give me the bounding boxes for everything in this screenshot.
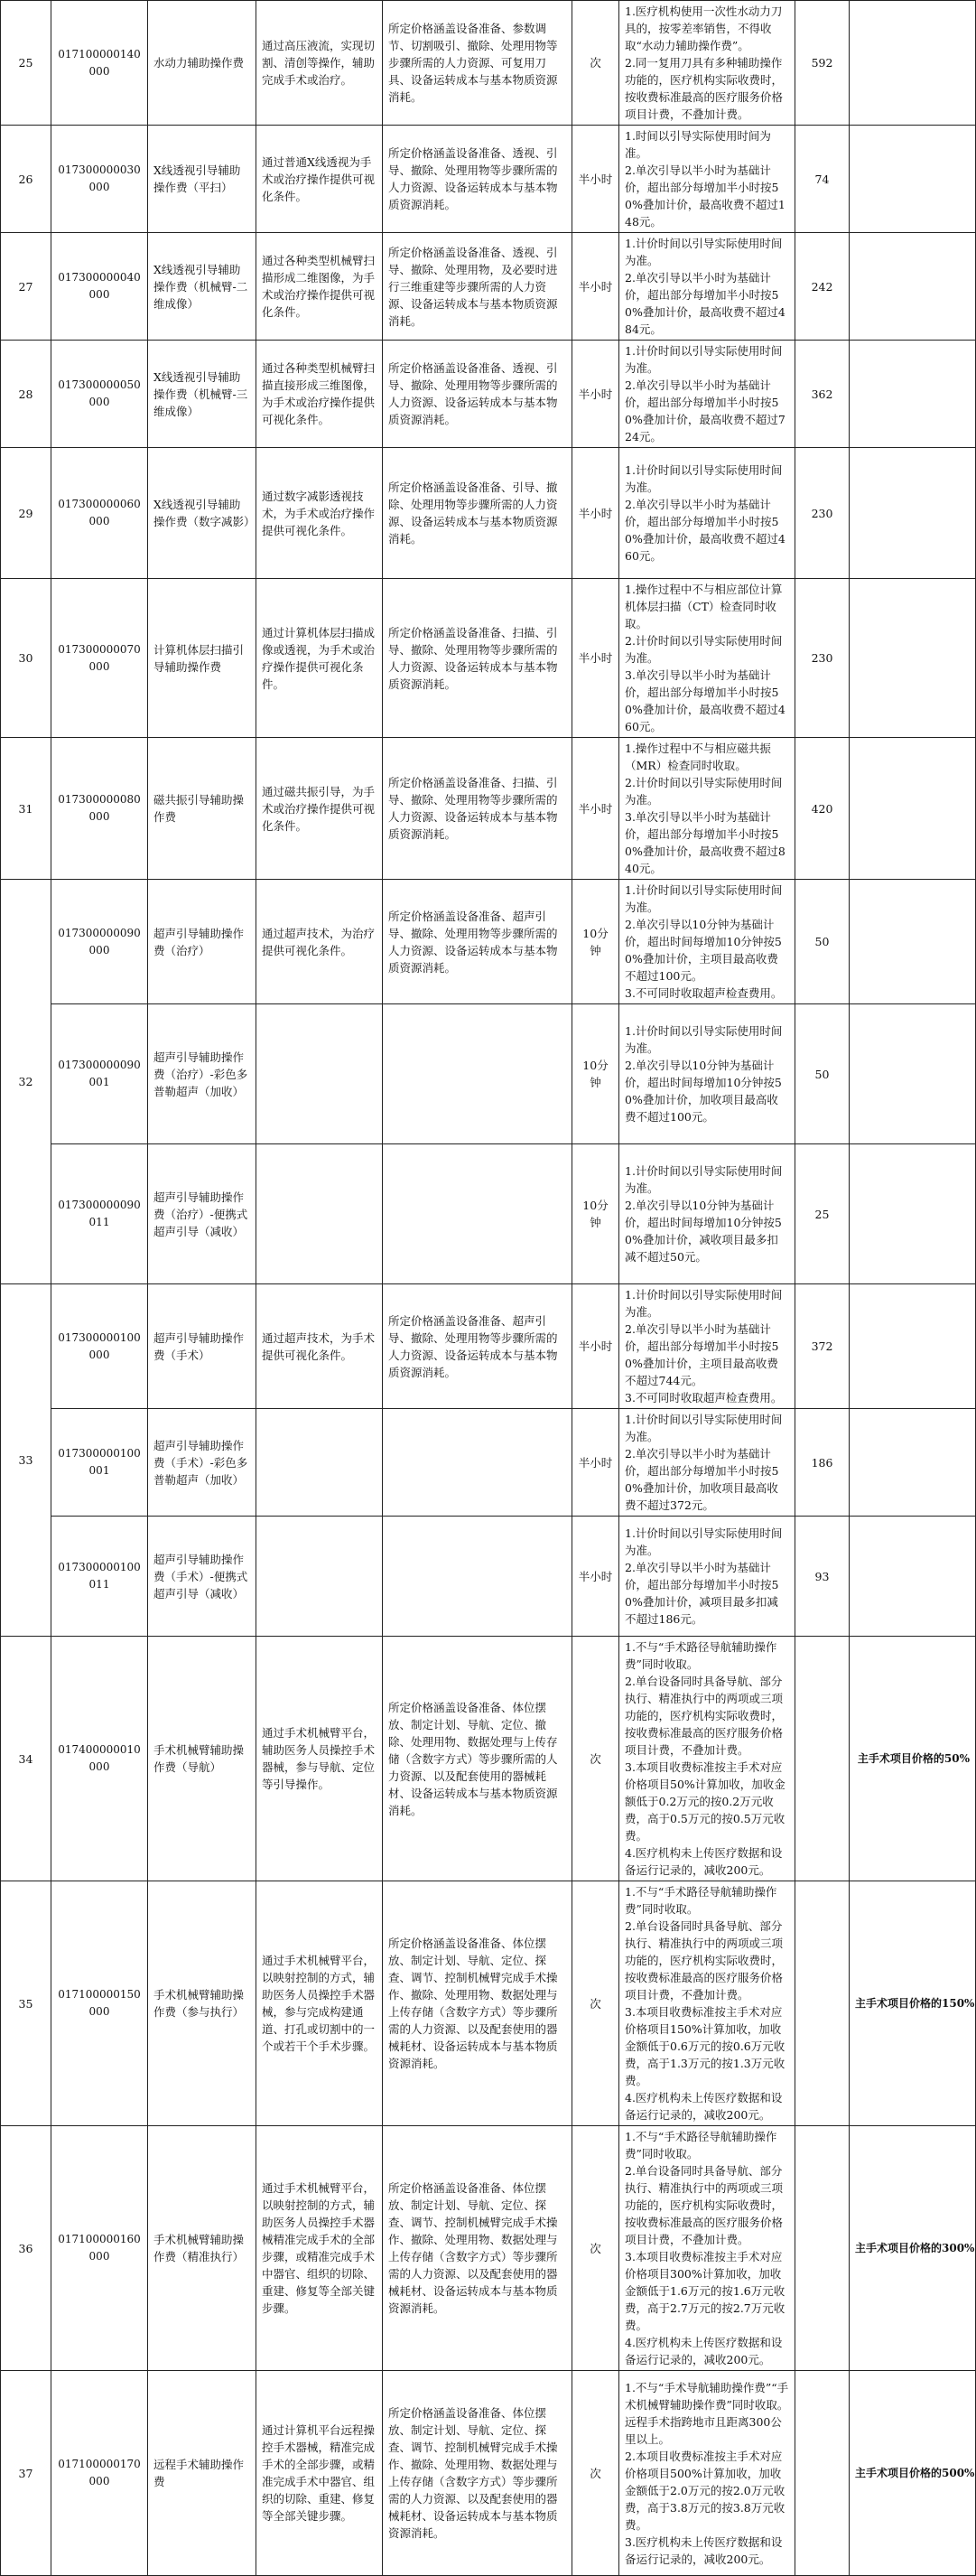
name-cell: 超声引导辅助操作费（手术）-彩色多普勒超声（加收） — [148, 1409, 256, 1517]
unit-cell: 半小时 — [572, 579, 619, 738]
exclusion-cell: 所定价格涵盖设备准备、透视、引导、撤除、处理用物，及必要时进行三维重建等步骤所需的人力资源、设备运转成本与基本物质资源消耗。 — [383, 233, 572, 341]
code-cell: 017300000090011 — [51, 1144, 148, 1284]
seq-cell: 36 — [1, 2126, 51, 2371]
seq-cell: 26 — [1, 126, 51, 233]
table-row — [1, 1517, 976, 1637]
description-cell: 1.计价时间以引导实际使用时间为准。 2.单次引导以半小时为基础计价，超出部分每增加半小时按50%叠加计价，最高收费不超过724元。 — [619, 341, 795, 448]
price-cell: 74 — [795, 126, 850, 233]
price-cell — [795, 1637, 850, 1881]
price-cell: 230 — [795, 579, 850, 738]
table-row — [1, 1881, 976, 2126]
description-cell: 1.不与“手术路径导航辅助操作费”同时收取。 2.单台设备同时具备导航、部分执行、精准执行中的两项或三项功能的，医疗机构实际收费时，按收费标准最高的医疗服务价格项目计费，不叠加计费。 3.本项目收费标准按主手术对应价格项目150%计算加收，加收金额低于0.6万元的按0.6万元收费，高于1.3万元的按1.3万元收费。 4.医疗机构未上传医疗数据和设备运行记录的，减收200元。 — [619, 1881, 795, 2126]
exclusion-cell: 所定价格涵盖设备准备、扫描、引导、撤除、处理用物等步骤所需的人力资源、设备运转成本与基本物质资源消耗。 — [383, 579, 572, 738]
exclusion-cell: 所定价格涵盖设备准备、参数调节、切割吸引、撤除、处理用物等步骤所需的人力资源、可复用刀具、设备运转成本与基本物质资源消耗。 — [383, 1, 572, 126]
price-cell: 230 — [795, 448, 850, 579]
code-cell: 017300000090001 — [51, 1004, 148, 1144]
table-row — [1, 1, 976, 126]
table-row — [1, 341, 976, 448]
seq-cell: 31 — [1, 738, 51, 880]
exclusion-cell: 所定价格涵盖设备准备、透视、引导、撤除、处理用物等步骤所需的人力资源、设备运转成本与基本物质资源消耗。 — [383, 126, 572, 233]
table-row — [1, 1004, 976, 1144]
connotation-cell: 通过计算机平台远程操控手术器械，精准完成手术的全部步骤，或精准完成手术中器官、组织的切除、重建、修复等全部关键步骤。 — [256, 2371, 383, 2576]
unit-cell: 10分钟 — [572, 1004, 619, 1144]
price-cell: 242 — [795, 233, 850, 341]
exclusion-cell: 所定价格涵盖设备准备、扫描、引导、撤除、处理用物等步骤所需的人力资源、设备运转成本与基本物质资源消耗。 — [383, 738, 572, 880]
price-cell: 186 — [795, 1409, 850, 1517]
unit-cell: 10分钟 — [572, 880, 619, 1004]
table-row — [1, 738, 976, 880]
code-cell: 017300000030000 — [51, 126, 148, 233]
description-cell: 1.操作过程中不与相应部位计算机体层扫描（CT）检查同时收取。 2.计价时间以引导实际使用时间为准。 3.单次引导以半小时为基础计价，超出部分每增加半小时按50%叠加计价，最高收费不超过460元。 — [619, 579, 795, 738]
table-body — [1, 1, 976, 2576]
table-row — [1, 2126, 976, 2371]
note-cell — [850, 1004, 976, 1144]
unit-cell: 半小时 — [572, 1517, 619, 1637]
description-cell: 1.不与“手术路径导航辅助操作费”同时收取。 2.单台设备同时具备导航、部分执行、精准执行中的两项或三项功能的，医疗机构实际收费时，按收费标准最高的医疗服务价格项目计费，不叠加计费。 3.本项目收费标准按主手术对应价格项目50%计算加收，加收金额低于0.2万元的按0.2万元收费，高于0.5万元的按0.5万元收费。 4.医疗机构未上传医疗数据和设备运行记录的，减收200元。 — [619, 1637, 795, 1881]
name-cell: 手术机械臂辅助操作费（精准执行） — [148, 2126, 256, 2371]
table-row — [1, 2371, 976, 2576]
seq-cell: 33 — [1, 1284, 51, 1637]
price-cell — [795, 1881, 850, 2126]
note-cell — [850, 1144, 976, 1284]
exclusion-cell: 所定价格涵盖设备准备、引导、撤除、处理用物等步骤所需的人力资源、设备运转成本与基本物质资源消耗。 — [383, 448, 572, 579]
table-row — [1, 880, 976, 1004]
seq-cell: 27 — [1, 233, 51, 341]
seq-cell: 25 — [1, 1, 51, 126]
exclusion-cell — [383, 1409, 572, 1517]
code-cell: 017300000100001 — [51, 1409, 148, 1517]
connotation-cell — [256, 1409, 383, 1517]
exclusion-cell: 所定价格涵盖设备准备、体位摆放、制定计划、导航、定位、探查、调节、控制机械臂完成手术操作、撤除、处理用物、数据处理与上传存储（含数字方式）等步骤所需的人力资源、以及配套使用的器械耗材、设备运转成本与基本物质资源消耗。 — [383, 2371, 572, 2576]
table-row — [1, 126, 976, 233]
name-cell: 手术机械臂辅助操作费（导航） — [148, 1637, 256, 1881]
name-cell: 超声引导辅助操作费（治疗）-彩色多普勒超声（加收） — [148, 1004, 256, 1144]
exclusion-cell: 所定价格涵盖设备准备、体位摆放、制定计划、导航、定位、探查、调节、控制机械臂完成手术操作、撤除、处理用物、数据处理与上传存储（含数字方式）等步骤所需的人力资源、以及配套使用的器械耗材、设备运转成本与基本物质资源消耗。 — [383, 1881, 572, 2126]
seq-cell: 32 — [1, 880, 51, 1284]
unit-cell: 半小时 — [572, 448, 619, 579]
description-cell: 1.不与“手术导航辅助操作费”“手术机械臂辅助操作费”同时收取。远程手术指跨地市且距离300公里以上。 2.本项目收费标准按主手术对应价格项目500%计算加收，加收金额低于2.0万元的按2.0万元收费，高于3.8万元的按3.8万元收费。 3.医疗机构未上传医疗数据和设备运行记录的，减收200元。 — [619, 2371, 795, 2576]
connotation-cell: 通过超声技术，为手术提供可视化条件。 — [256, 1284, 383, 1409]
note-cell: 主手术项目价格的150% — [850, 1881, 976, 2126]
note-cell — [850, 448, 976, 579]
code-cell: 017300000050000 — [51, 341, 148, 448]
table-row — [1, 233, 976, 341]
description-cell: 1.医疗机构使用一次性水动力刀具的，按零差率销售，不得收取“水动力辅助操作费”。 2.同一复用刀具有多种辅助操作功能的，医疗机构实际收费时，按收费标准最高的医疗服务价格项目计费，不叠加计费。 — [619, 1, 795, 126]
note-cell: 主手术项目价格的500% — [850, 2371, 976, 2576]
note-cell — [850, 579, 976, 738]
code-cell: 017400000010000 — [51, 1637, 148, 1881]
connotation-cell: 通过计算机体层扫描成像或透视，为手术或治疗操作提供可视化条件。 — [256, 579, 383, 738]
name-cell: 计算机体层扫描引导辅助操作费 — [148, 579, 256, 738]
note-cell — [850, 1409, 976, 1517]
note-cell — [850, 1284, 976, 1409]
unit-cell: 次 — [572, 2371, 619, 2576]
seq-cell: 37 — [1, 2371, 51, 2576]
code-cell: 017300000070000 — [51, 579, 148, 738]
connotation-cell: 通过磁共振引导，为手术或治疗操作提供可视化条件。 — [256, 738, 383, 880]
table-row — [1, 1144, 976, 1284]
unit-cell: 10分钟 — [572, 1144, 619, 1284]
unit-cell: 半小时 — [572, 1409, 619, 1517]
connotation-cell: 通过手术机械臂平台，以映射控制的方式，辅助医务人员操控手术器械，参与完成构建通道、打孔或切割中的一个或若干个手术步骤。 — [256, 1881, 383, 2126]
code-cell: 017100000150000 — [51, 1881, 148, 2126]
name-cell: 手术机械臂辅助操作费（参与执行） — [148, 1881, 256, 2126]
name-cell: X线透视引导辅助操作费（机械臂-二维成像） — [148, 233, 256, 341]
seq-cell: 30 — [1, 579, 51, 738]
exclusion-cell: 所定价格涵盖设备准备、透视、引导、撤除、处理用物等步骤所需的人力资源、设备运转成本与基本物质资源消耗。 — [383, 341, 572, 448]
connotation-cell — [256, 1144, 383, 1284]
connotation-cell: 通过超声技术，为治疗提供可视化条件。 — [256, 880, 383, 1004]
connotation-cell: 通过手术机械臂平台，辅助医务人员操控手术器械，参与导航、定位等引导操作。 — [256, 1637, 383, 1881]
description-cell: 1.计价时间以引导实际使用时间为准。 2.单次引导以10分钟为基础计价，超出时间每增加10分钟按50%叠加计价，加收项目最高收费不超过100元。 — [619, 1004, 795, 1144]
connotation-cell: 通过各种类型机械臂扫描形成二维图像，为手术或治疗操作提供可视化条件。 — [256, 233, 383, 341]
description-cell: 1.计价时间以引导实际使用时间为准。 2.单次引导以半小时为基础计价，超出部分每增加半小时按50%叠加计价，主项目最高收费不超过744元。 3.不可同时收取超声检查费用。 — [619, 1284, 795, 1409]
table-row — [1, 1409, 976, 1517]
name-cell: 超声引导辅助操作费（手术） — [148, 1284, 256, 1409]
name-cell: 超声引导辅助操作费（手术）-便携式超声引导（减收） — [148, 1517, 256, 1637]
price-cell — [795, 2371, 850, 2576]
note-cell — [850, 1, 976, 126]
unit-cell: 次 — [572, 2126, 619, 2371]
price-cell — [795, 2126, 850, 2371]
code-cell: 017300000040000 — [51, 233, 148, 341]
code-cell: 017300000080000 — [51, 738, 148, 880]
seq-cell: 34 — [1, 1637, 51, 1881]
note-cell: 主手术项目价格的50% — [850, 1637, 976, 1881]
price-cell: 420 — [795, 738, 850, 880]
unit-cell: 半小时 — [572, 1284, 619, 1409]
name-cell: 远程手术辅助操作费 — [148, 2371, 256, 2576]
code-cell: 017300000090000 — [51, 880, 148, 1004]
note-cell — [850, 341, 976, 448]
description-cell: 1.计价时间以引导实际使用时间为准。 2.单次引导以10分钟为基础计价，超出时间每增加10分钟按50%叠加计价，减收项目最多扣减不超过50元。 — [619, 1144, 795, 1284]
code-cell: 017300000100000 — [51, 1284, 148, 1409]
connotation-cell: 通过高压液流，实现切割、清创等操作，辅助完成手术或治疗。 — [256, 1, 383, 126]
description-cell: 1.计价时间以引导实际使用时间为准。 2.单次引导以半小时为基础计价，超出部分每增加半小时按50%叠加计价，减项目最多扣减不超过186元。 — [619, 1517, 795, 1637]
code-cell: 017100000170000 — [51, 2371, 148, 2576]
connotation-cell — [256, 1004, 383, 1144]
description-cell: 1.计价时间以引导实际使用时间为准。 2.单次引导以半小时为基础计价，超出部分每增加半小时按50%叠加计价，最高收费不超过460元。 — [619, 448, 795, 579]
table-row — [1, 448, 976, 579]
price-cell: 362 — [795, 341, 850, 448]
exclusion-cell — [383, 1004, 572, 1144]
description-cell: 1.计价时间以引导实际使用时间为准。 2.单次引导以半小时为基础计价，超出部分每增加半小时按50%叠加计价，加收项目最高收费不超过372元。 — [619, 1409, 795, 1517]
note-cell: 主手术项目价格的300% — [850, 2126, 976, 2371]
price-cell: 592 — [795, 1, 850, 126]
exclusion-cell: 所定价格涵盖设备准备、体位摆放、制定计划、导航、定位、撤除、处理用物、数据处理与上传存储（含数字方式）等步骤所需的人力资源、以及配套使用的器械耗材、设备运转成本与基本物质资源消耗。 — [383, 1637, 572, 1881]
code-cell: 017100000140000 — [51, 1, 148, 126]
connotation-cell: 通过各种类型机械臂扫描直接形成三维图像，为手术或治疗操作提供可视化条件。 — [256, 341, 383, 448]
table-row — [1, 1637, 976, 1881]
name-cell: 超声引导辅助操作费（治疗） — [148, 880, 256, 1004]
name-cell: X线透视引导辅助操作费（机械臂-三维成像） — [148, 341, 256, 448]
description-cell: 1.操作过程中不与相应磁共振（MR）检查同时收取。 2.计价时间以引导实际使用时间为准。 3.单次引导以半小时为基础计价，超出部分每增加半小时按50%叠加计价，最高收费不超过840元。 — [619, 738, 795, 880]
connotation-cell: 通过普通X线透视为手术或治疗操作提供可视化条件。 — [256, 126, 383, 233]
note-cell — [850, 880, 976, 1004]
description-cell: 1.计价时间以引导实际使用时间为准。 2.单次引导以半小时为基础计价，超出部分每增加半小时按50%叠加计价，最高收费不超过484元。 — [619, 233, 795, 341]
seq-cell: 29 — [1, 448, 51, 579]
unit-cell: 半小时 — [572, 341, 619, 448]
seq-cell: 35 — [1, 1881, 51, 2126]
unit-cell: 次 — [572, 1637, 619, 1881]
note-cell — [850, 126, 976, 233]
name-cell: 水动力辅助操作费 — [148, 1, 256, 126]
connotation-cell: 通过手术机械臂平台，以映射控制的方式，辅助医务人员操控手术器械精准完成手术的全部步骤，或精准完成手术中器官、组织的切除、重建、修复等全部关键步骤。 — [256, 2126, 383, 2371]
price-cell: 25 — [795, 1144, 850, 1284]
description-cell: 1.计价时间以引导实际使用时间为准。 2.单次引导以10分钟为基础计价，超出时间每增加10分钟按50%叠加计价，主项目最高收费不超过100元。 3.不可同时收取超声检查费用。 — [619, 880, 795, 1004]
code-cell: 017100000160000 — [51, 2126, 148, 2371]
name-cell: X线透视引导辅助操作费（数字减影） — [148, 448, 256, 579]
seq-cell: 28 — [1, 341, 51, 448]
exclusion-cell: 所定价格涵盖设备准备、超声引导、撤除、处理用物等步骤所需的人力资源、设备运转成本与基本物质资源消耗。 — [383, 1284, 572, 1409]
price-cell: 50 — [795, 880, 850, 1004]
unit-cell: 次 — [572, 1, 619, 126]
unit-cell: 半小时 — [572, 126, 619, 233]
connotation-cell: 通过数字减影透视技术，为手术或治疗操作提供可视化条件。 — [256, 448, 383, 579]
name-cell: 磁共振引导辅助操作费 — [148, 738, 256, 880]
description-cell: 1.不与“手术路径导航辅助操作费”同时收取。 2.单台设备同时具备导航、部分执行、精准执行中的两项或三项功能的，医疗机构实际收费时，按收费标准最高的医疗服务价格项目计费，不叠加计费。 3.本项目收费标准按主手术对应价格项目300%计算加收，加收金额低于1.6万元的按1.6万元收费，高于2.7万元的按2.7万元收费。 4.医疗机构未上传医疗数据和设备运行记录的，减收200元。 — [619, 2126, 795, 2371]
code-cell: 017300000100011 — [51, 1517, 148, 1637]
table-row — [1, 579, 976, 738]
note-cell — [850, 233, 976, 341]
unit-cell: 半小时 — [572, 233, 619, 341]
note-cell — [850, 738, 976, 880]
name-cell: 超声引导辅助操作费（治疗）-便携式超声引导（减收） — [148, 1144, 256, 1284]
name-cell: X线透视引导辅助操作费（平扫） — [148, 126, 256, 233]
price-cell: 372 — [795, 1284, 850, 1409]
exclusion-cell: 所定价格涵盖设备准备、超声引导、撤除、处理用物等步骤所需的人力资源、设备运转成本与基本物质资源消耗。 — [383, 880, 572, 1004]
note-cell — [850, 1517, 976, 1637]
exclusion-cell — [383, 1517, 572, 1637]
exclusion-cell — [383, 1144, 572, 1284]
price-cell: 50 — [795, 1004, 850, 1144]
table-row — [1, 1284, 976, 1409]
unit-cell: 次 — [572, 1881, 619, 2126]
unit-cell: 半小时 — [572, 738, 619, 880]
description-cell: 1.时间以引导实际使用时间为准。 2.单次引导以半小时为基础计价，超出部分每增加半小时按50%叠加计价，最高收费不超过148元。 — [619, 126, 795, 233]
connotation-cell — [256, 1517, 383, 1637]
code-cell: 017300000060000 — [51, 448, 148, 579]
price-cell: 93 — [795, 1517, 850, 1637]
exclusion-cell: 所定价格涵盖设备准备、体位摆放、制定计划、导航、定位、探查、调节、控制机械臂完成手术操作、撤除、处理用物、数据处理与上传存储（含数字方式）等步骤所需的人力资源、以及配套使用的器械耗材、设备运转成本与基本物质资源消耗。 — [383, 2126, 572, 2371]
